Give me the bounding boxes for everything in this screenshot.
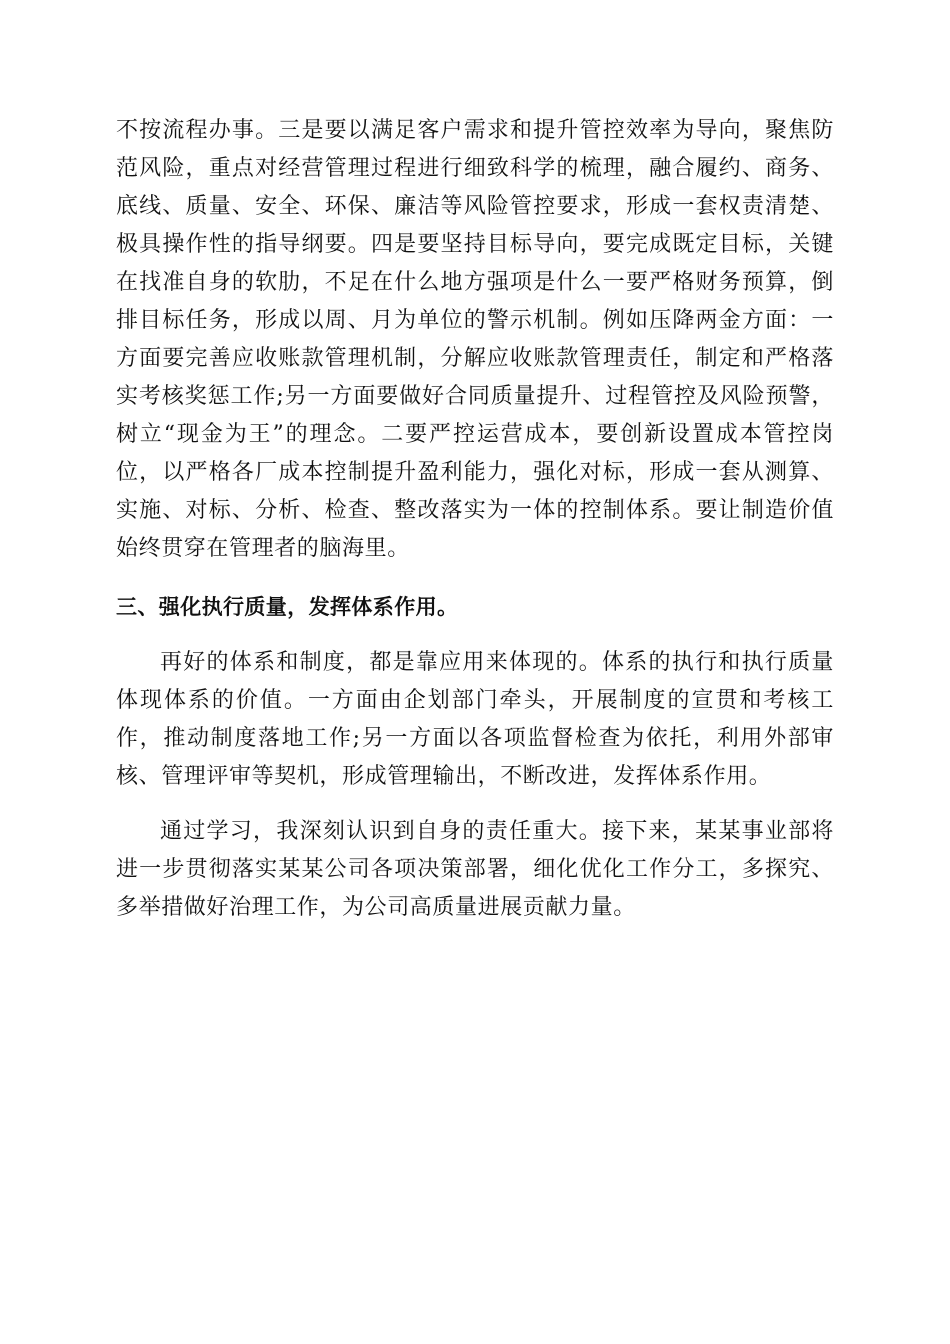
body-paragraph-1: 不按流程办事。三是要以满足客户需求和提升管控效率为导向，聚焦防范风险，重点对经营管理过程进行细致科学的梳理，融合履约、商务、底线、质量、安全、环保、廉洁等风险管控要求，形成一套权责清楚、极具操作性的指导纲要。四是要坚持目标导向，要完成既定目标，关键在找准自身的软肋，不足在什么地方强项是什么一要严格财务预算，倒排目标任务，形成以周、月为单位的警示机制。例如压降两金方面：一方面要完善应收账款管理机制，分解应收账款管理责任，制定和严格落实考核奖惩工作;另一方面要做好合同质量提升、过程管控及风险预警，树立“现金为王”的理念。二要严控运营成本，要创新设置成本管控岗位，以严格各厂成本控制提升盈利能力，强化对标，形成一套从测算、实施、对标、分析、检查、整改落实为一体的控制体系。要让制造价值始终贯穿在管理者的脑海里。 [116,118,834,561]
body-paragraph-2: 再好的体系和制度，都是靠应用来体现的。体系的执行和执行质量体现体系的价值。一方面由企划部门牵头，开展制度的宣贯和考核工作，推动制度落地工作;另一方面以各项监督检查为依托，利用外部审核、管理评审等契机，形成管理输出，不断改进，发挥体系作用。 [116,650,834,789]
body-paragraph-3: 通过学习，我深刻认识到自身的责任重大。接下来，某某事业部将进一步贯彻落实某某公司各项决策部署，细化优化工作分工，多探究、多举措做好治理工作，为公司高质量进展贡献力量。 [116,819,834,920]
section-heading: 三、强化执行质量，发挥体系作用。 [116,595,459,619]
